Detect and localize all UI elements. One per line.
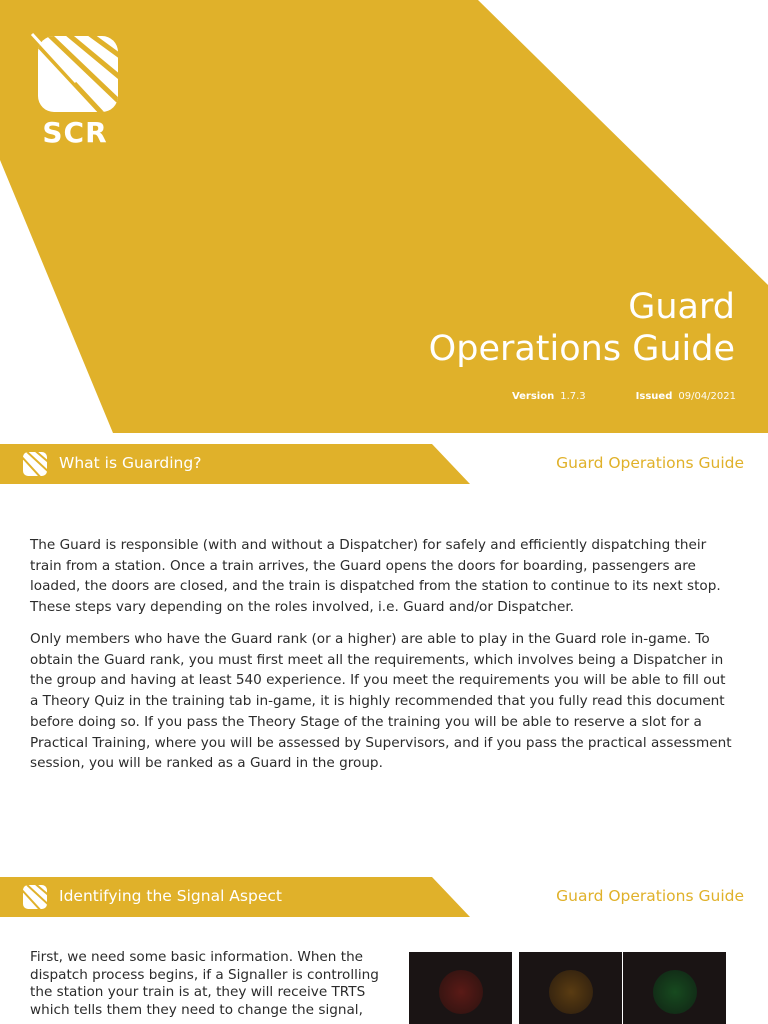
signal-image-red [409, 952, 512, 1024]
title-line-2: Operations Guide [428, 329, 735, 369]
issued-label: Issued [635, 391, 673, 402]
version-value: 1.7.3 [560, 391, 586, 402]
paragraph: The Guard is responsible (with and without a Dispatcher) for safely and efficiently dispatching their train from a station. Once a train arrives, the Guard opens the doors for boarding, passengers are loaded, the doors are closed, and the train is dispatched from the station to continue to its next stop. These steps vary depending on the roles involved, i.e. Guard and/or Dispatcher. [30, 537, 721, 616]
signal-lamp [549, 970, 593, 1014]
version-label: Version [511, 391, 555, 402]
signal-lamp [439, 970, 483, 1014]
section-title: What is Guarding? [59, 454, 202, 472]
section-stripes-icon [23, 885, 47, 909]
document-meta [512, 391, 736, 402]
section-doc-label: Guard Operations Guide [556, 887, 744, 905]
scr-logo-icon [30, 32, 120, 112]
title-line-1: Guard [628, 287, 735, 327]
scr-logo [30, 32, 120, 149]
paragraph: Only members who have the Guard rank (or a higher) are able to play in the Guard role in-game. To obtain the Guard rank, you must first meet all the requirements, which involves being a Dispatcher in the group and having at least 540 experience. If you meet the requirements you will be able to fill out a Theory Quiz in the training tab in-game, it is highly recommended that you fully read this document before doing so. If you pass the Theory Stage of the training you will be able to reserve a slot for a Practical Training, where you will be assessed by Supervisors, and if you pass the practical assessment session, you will be ranked as a Guard in the group. [30, 631, 732, 772]
section-title: Identifying the Signal Aspect [59, 887, 282, 905]
page-title [429, 286, 735, 370]
issued-value: 09/04/2021 [678, 391, 736, 402]
section-doc-label: Guard Operations Guide [556, 454, 744, 472]
signal-image-green [623, 952, 726, 1024]
section-header-signal-aspect [0, 877, 768, 917]
paragraph: First, we need some basic information. When the dispatch process begins, if a Signaller is controlling the station your train is at, they will receive TRTS which tells them they need to change the signal, [30, 949, 379, 1018]
section-header-guarding [0, 444, 768, 484]
logo-text: SCR [42, 116, 108, 149]
signal-lamp [653, 970, 697, 1014]
section-stripes-icon [23, 452, 47, 476]
signal-image-amber [519, 952, 622, 1024]
